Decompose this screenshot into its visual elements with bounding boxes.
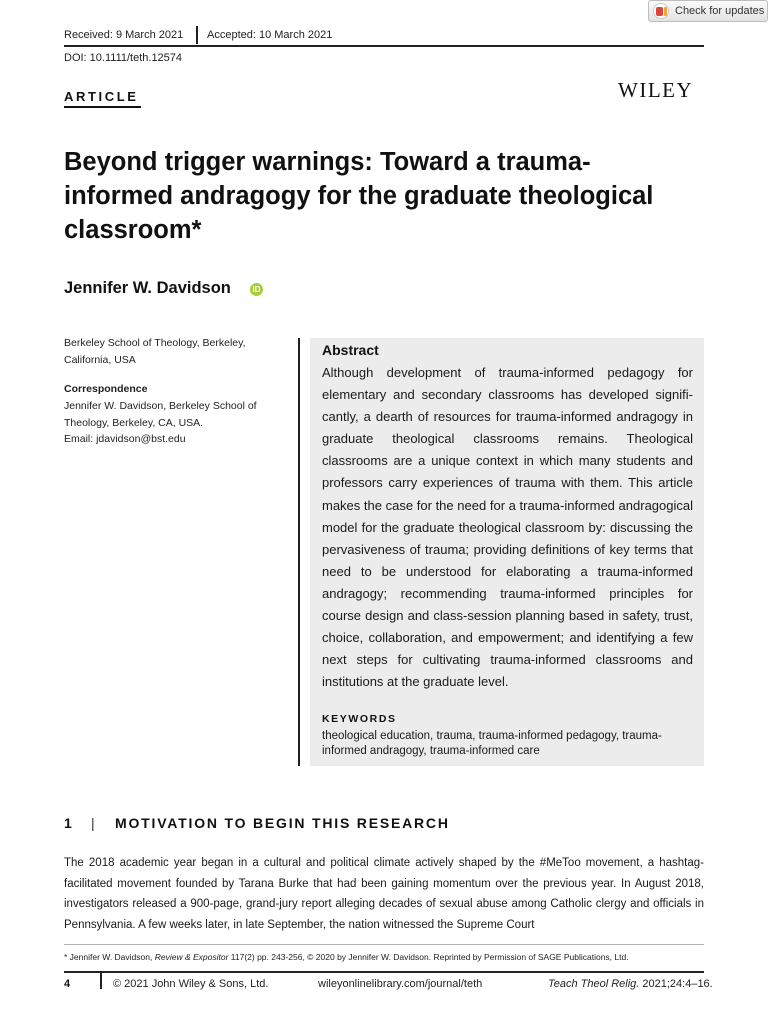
footnote [64, 952, 704, 962]
correspondence-email[interactable]: Email: jdavidson@bst.edu [64, 433, 186, 445]
correspondence-address: Jennifer W. Davidson, Berkeley School of Theology, Berkeley, CA, USA. [64, 400, 257, 429]
author-affiliation: Berkeley School of Theology, Berkeley, California, USA [64, 337, 246, 366]
abstract-heading: Abstract [322, 342, 379, 358]
keywords-heading: KEYWORDS [322, 713, 397, 725]
correspondence-heading: Correspondence [64, 383, 148, 395]
crossmark-icon [653, 3, 669, 19]
journal-url-link[interactable]: wileyonlinelibrary.com/journal/teth [318, 978, 483, 990]
citation-text [548, 978, 713, 990]
section-body-text: The 2018 academic year began in a cultural and political climate actively shaped by the #MeToo movement, a hashtag-facilitated movement founded by Tarana Burke that had been gaining momentum over the previous year. In August 2018, investigators released a 900-page, grand-jury report alleging decades of sexual abuse among Catholic clergy and officials in Pennsylvania. A few weeks later, in late September, the nation witnessed the Supreme Court [64, 857, 704, 931]
abstract-text: Although development of trauma-informed pedagogy for elementary and secondary classrooms has developed signifi-cantly, a dearth of resources for trauma-informed andragogy in graduate theological classrooms remains. Theological classrooms are a unique context in which many students and professors carry experiences of trauma with them. This article makes the case for the need for a trauma-informed andragogical model for the graduate theological classroom by: discussing the pervasiveness of trauma; providing definitions of key terms that need to be understood for elaborating a trauma-informed andragogy; recommending trauma-informed principles for course design and class-session planning based in safety, trust, choice, collaboration, and empowerment; and identifying a few next steps for cultivating trauma-informed classrooms and institutions at the graduate level. [322, 365, 693, 690]
article-type-label: ARTICLE [64, 89, 139, 104]
footnote-prefix: * Jennifer W. Davidson, [64, 952, 155, 962]
abstract-side-bar [298, 338, 300, 766]
received-date: Received: 9 March 2021 [64, 29, 184, 41]
section-separator: | [91, 815, 95, 831]
check-for-updates-label: Check for updates [675, 5, 765, 17]
footnote-suffix: 117(2) pp. 243-256, © 2020 by Jennifer W. Davidson. Reprinted by Permission of SAGE Publications, Ltd. [228, 952, 629, 962]
footer-rule [64, 971, 704, 973]
citation-journal: Teach Theol Relig. [548, 978, 640, 990]
copyright-text: © 2021 John Wiley & Sons, Ltd. [113, 978, 269, 990]
author-name[interactable]: Jennifer W. Davidson [64, 279, 231, 297]
wiley-logo: WILEY [618, 78, 694, 102]
correspondence-block [64, 398, 279, 448]
citation-volume: 2021;24:4–16. [639, 978, 713, 990]
page-number: 4 [64, 978, 71, 990]
header-rule [64, 45, 704, 47]
orcid-icon[interactable]: iD [250, 283, 263, 296]
header-separator [196, 26, 198, 44]
footer-separator [100, 973, 102, 989]
article-type-underline [64, 106, 141, 108]
article-title: Beyond trigger warnings: Toward a trauma-informed andragogy for the graduate theological classroom* [64, 148, 654, 244]
accepted-date: Accepted: 10 March 2021 [207, 29, 333, 41]
section-title: MOTIVATION TO BEGIN THIS RESEARCH [115, 815, 450, 831]
section-number: 1 [64, 815, 72, 831]
check-for-updates-button[interactable] [648, 0, 768, 22]
footnote-journal: Review & Expositor [154, 952, 229, 962]
doi-link[interactable]: DOI: 10.1111/teth.12574 [64, 52, 183, 64]
keywords-list: theological education, trauma, trauma-informed pedagogy, trauma-informed andragogy, trauma-informed care [322, 730, 662, 757]
footnote-rule [64, 944, 704, 945]
